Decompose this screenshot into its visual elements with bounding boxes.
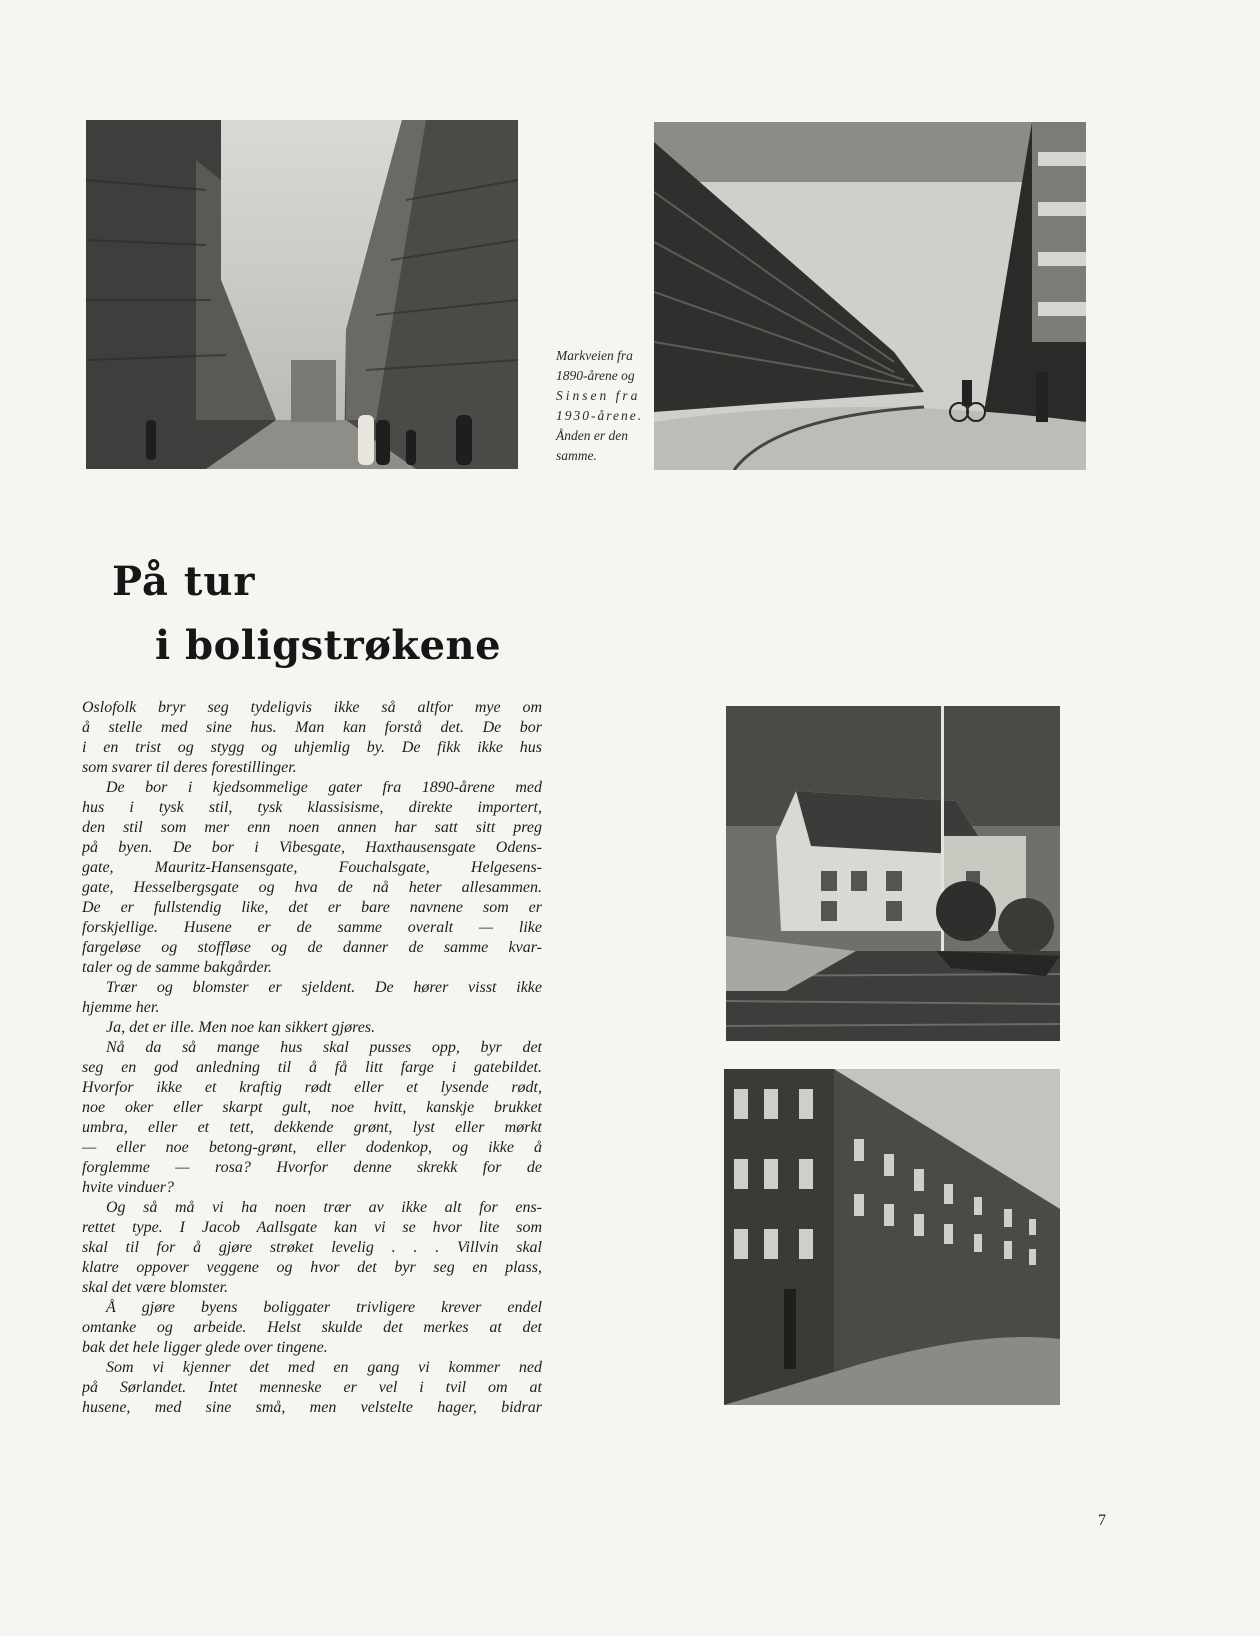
article-line: bak det hele ligger glede over tingene. xyxy=(82,1339,328,1356)
caption-line: Ånden er den xyxy=(556,428,628,443)
article-line: omtanke og arbeide. Helst skulde det merkes at det xyxy=(82,1319,542,1336)
article-line: gate, Hesselbergsgate og hva de nå heter allesammen. xyxy=(82,879,542,896)
article-line: — eller noe betong-grønt, eller dodenkop, og ikke å xyxy=(82,1139,542,1156)
article-title-line-1: På tur xyxy=(112,558,256,605)
article-line: umbra, eller et tett, dekkende grønt, lyst eller mørkt xyxy=(82,1119,542,1136)
caption-line: Markveien fra xyxy=(556,348,633,363)
article-line: noe oker eller skarpt gult, noe hvitt, kanskje brukket xyxy=(82,1099,542,1116)
article-title-line-2: i boligstrøkene xyxy=(155,622,502,669)
article-line: skal til for å gjøre strøket levelig . . . Villvin skal xyxy=(82,1239,542,1256)
article-line: Hvorfor ikke et kraftig rødt eller et lysende rødt, xyxy=(82,1079,542,1096)
article-line: forskjellige. Husene er de samme overalt — like xyxy=(82,919,542,936)
page-number: 7 xyxy=(1098,1512,1106,1529)
caption-line: 1930-årene. xyxy=(556,408,644,423)
article-line: Trær og blomster er sjeldent. De hører visst ikke xyxy=(106,979,542,996)
article-body xyxy=(82,698,542,1418)
article-line: Og så må vi ha noen trær av ikke alt for ens- xyxy=(106,1199,542,1216)
article-line: seg en god anledning til å få litt farge i gatebildet. xyxy=(82,1059,542,1076)
article-line: Oslofolk bryr seg tydeligvis ikke så altfor mye om xyxy=(82,699,542,716)
article-line: i en trist og stygg og uhjemlig by. De fikk ikke hus xyxy=(82,739,542,756)
article-line: på byen. De bor i Vibesgate, Haxthausensgate Odens- xyxy=(82,839,542,856)
article-line: De er fullstendig like, det er bare navnene som er xyxy=(82,899,542,916)
article-line: den stil som mer enn noen annen har satt sitt preg xyxy=(82,819,542,836)
article-line: fargeløse og stoffløse og de danner de samme kvar- xyxy=(82,939,542,956)
article-line: hus i tysk stil, tysk klassisisme, direkte importert, xyxy=(82,799,542,816)
photo-caption xyxy=(556,346,666,466)
article-line: hvite vinduer? xyxy=(82,1179,174,1196)
article-line: hjemme her. xyxy=(82,999,160,1016)
article-line: Ja, det er ille. Men noe kan sikkert gjøres. xyxy=(106,1019,376,1036)
article-line: rettet type. I Jacob Aallsgate kan vi se hvor lite som xyxy=(82,1219,542,1236)
article-line: klatre oppover veggene og hvor det byr seg en plass, xyxy=(82,1259,542,1276)
article-line: på Sørlandet. Intet menneske er vel i tvil om at xyxy=(82,1379,542,1396)
article-line: som svarer til deres forestillinger. xyxy=(82,759,297,776)
article-line: gate, Mauritz-Hansensgate, Fouchalsgate, Helgesens- xyxy=(82,859,542,876)
article-line: skal det være blomster. xyxy=(82,1279,229,1296)
article-line: De bor i kjedsommelige gater fra 1890-årene med xyxy=(106,779,542,796)
article-line: taler og de samme bakgårder. xyxy=(82,959,273,976)
photo-brick-street xyxy=(724,1069,1060,1405)
article-line: å stelle med sine hus. Man kan forstå det. De bor xyxy=(82,719,542,736)
caption-line: samme. xyxy=(556,448,597,463)
photo-white-house xyxy=(726,706,1060,1041)
caption-line: Sinsen fra xyxy=(556,388,641,403)
article-line: forglemme — rosa? Hvorfor denne skrekk for de xyxy=(82,1159,542,1176)
article-line: Å gjøre byens boliggater trivligere krever endel xyxy=(106,1299,542,1316)
article-line: Som vi kjenner det med en gang vi kommer ned xyxy=(106,1359,542,1376)
photo-sinsen xyxy=(654,122,1086,470)
article-line: husene, med sine små, men velstelte hager, bidrar xyxy=(82,1399,542,1416)
photo-markveien xyxy=(86,120,518,469)
caption-line: 1890-årene og xyxy=(556,368,635,383)
article-line: Nå da så mange hus skal pusses opp, byr det xyxy=(106,1039,542,1056)
